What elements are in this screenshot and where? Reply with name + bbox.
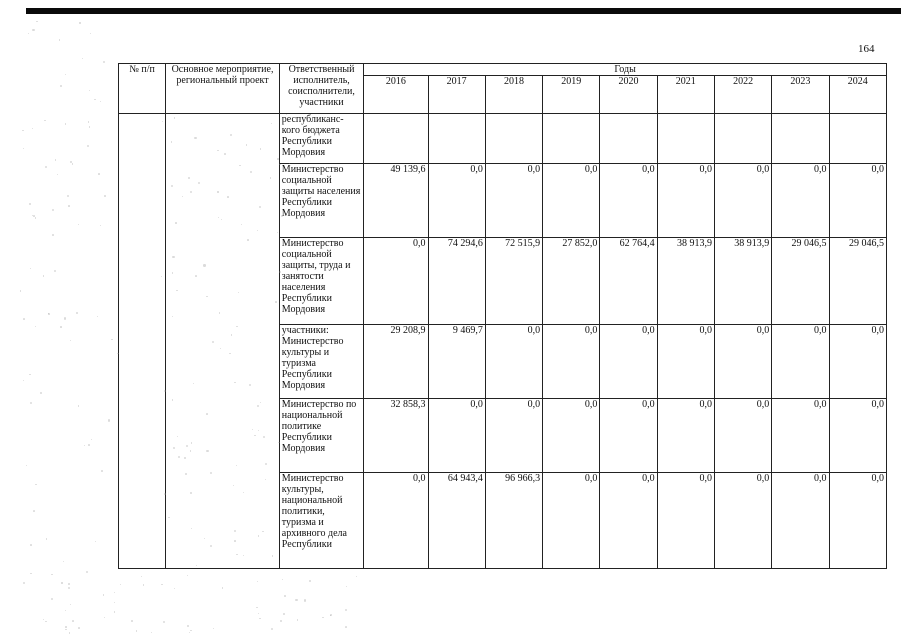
scan-speckle — [55, 159, 57, 161]
scan-speckle — [65, 626, 67, 628]
responsible-cell: Министерство культуры, национальной политики, туризма и архивного дела Республики — [279, 473, 363, 569]
scan-speckle — [88, 444, 90, 446]
scan-speckle — [63, 561, 64, 562]
scan-speckle — [345, 626, 347, 628]
scan-speckle — [30, 402, 32, 404]
scan-speckle — [26, 465, 27, 466]
scan-speckle — [100, 225, 102, 227]
value-cell — [364, 114, 428, 164]
value-cell: 0,0 — [364, 473, 428, 569]
scan-speckle — [35, 217, 36, 218]
scan-speckle — [277, 158, 279, 160]
scan-speckle — [97, 316, 98, 317]
table-header-row — [119, 64, 887, 76]
scan-speckle — [30, 544, 32, 546]
value-cell — [600, 114, 657, 164]
scan-speckle — [43, 619, 45, 621]
value-cell: 0,0 — [543, 325, 600, 399]
value-cell: 64 943,4 — [428, 473, 485, 569]
scan-speckle — [194, 137, 196, 139]
value-cell: 0,0 — [485, 399, 542, 473]
scan-speckle — [259, 206, 261, 208]
row-measure-cell — [166, 114, 280, 569]
scan-speckle — [114, 602, 115, 603]
scan-speckle — [189, 632, 190, 633]
scan-speckle — [72, 620, 74, 622]
value-cell: 72 515,9 — [485, 238, 542, 325]
value-cell — [485, 114, 542, 164]
scan-speckle — [111, 339, 113, 341]
value-cell: 0,0 — [600, 164, 657, 238]
scan-speckle — [103, 61, 105, 63]
value-cell: 0,0 — [543, 473, 600, 569]
scan-speckle — [82, 58, 83, 59]
value-cell: 0,0 — [543, 399, 600, 473]
year-header: 2018 — [485, 76, 542, 114]
scan-speckle — [271, 628, 273, 630]
scan-speckle — [141, 576, 142, 577]
scan-speckle — [280, 620, 282, 622]
scan-speckle — [114, 592, 115, 593]
scan-speckle — [43, 275, 45, 277]
value-cell: 0,0 — [714, 473, 771, 569]
value-cell: 0,0 — [485, 164, 542, 238]
scan-speckle — [257, 581, 259, 583]
scan-speckle — [164, 390, 166, 392]
scan-speckle — [103, 594, 104, 595]
scan-speckle — [32, 128, 33, 129]
scan-border-bar — [26, 8, 901, 14]
value-cell: 0,0 — [829, 473, 887, 569]
value-cell: 32 858,3 — [364, 399, 428, 473]
scan-speckle — [90, 33, 91, 34]
scan-speckle — [87, 145, 89, 147]
header-responsible: Ответственный исполнитель, соисполнители, участники — [279, 64, 363, 114]
scan-speckle — [236, 554, 237, 555]
scan-speckle — [174, 588, 175, 589]
value-cell: 0,0 — [772, 325, 829, 399]
scan-speckle — [70, 340, 71, 341]
scan-speckle — [257, 405, 259, 407]
scan-speckle — [277, 232, 278, 233]
scan-speckle — [52, 234, 54, 236]
scan-speckle — [175, 222, 177, 224]
scan-speckle — [65, 610, 66, 611]
value-cell: 0,0 — [772, 399, 829, 473]
value-cell: 74 294,6 — [428, 238, 485, 325]
scan-speckle — [284, 595, 286, 597]
value-cell — [829, 114, 887, 164]
scan-speckle — [356, 576, 357, 577]
scan-speckle — [195, 275, 197, 277]
scan-speckle — [86, 571, 88, 573]
responsible-cell: участники: Министерство культуры и туризма Республики Мордовия — [279, 325, 363, 399]
scan-speckle — [65, 629, 66, 630]
scan-speckle — [98, 173, 100, 175]
scan-speckle — [70, 604, 71, 605]
scan-speckle — [44, 120, 45, 121]
year-header: 2024 — [829, 76, 887, 114]
scan-speckle — [88, 121, 90, 123]
value-cell: 0,0 — [364, 238, 428, 325]
page-number: 164 — [858, 43, 875, 55]
value-cell: 29 208,9 — [364, 325, 428, 399]
value-cell: 0,0 — [772, 473, 829, 569]
value-cell: 0,0 — [772, 164, 829, 238]
value-cell: 96 966,3 — [485, 473, 542, 569]
year-header: 2017 — [428, 76, 485, 114]
scan-speckle — [23, 318, 25, 320]
value-cell: 0,0 — [600, 325, 657, 399]
responsible-cell: Министерство социальной защиты, труда и занятости населения Республики Мордовия — [279, 238, 363, 325]
value-cell: 0,0 — [657, 473, 714, 569]
scan-speckle — [104, 195, 106, 197]
scan-speckle — [22, 130, 24, 132]
scan-speckle — [60, 326, 62, 328]
scan-speckle — [67, 195, 69, 197]
scan-speckle — [210, 472, 212, 474]
value-cell: 9 469,7 — [428, 325, 485, 399]
scan-speckle — [114, 611, 116, 613]
scan-speckle — [68, 583, 70, 585]
scan-speckle — [206, 296, 207, 297]
scan-speckle — [78, 405, 80, 407]
value-cell: 0,0 — [657, 325, 714, 399]
scan-speckle — [20, 290, 21, 291]
scan-speckle — [190, 492, 192, 494]
value-cell: 29 046,5 — [772, 238, 829, 325]
value-cell — [657, 114, 714, 164]
value-cell: 0,0 — [657, 399, 714, 473]
scan-speckle — [23, 582, 25, 584]
value-cell: 29 046,5 — [829, 238, 887, 325]
year-header: 2022 — [714, 76, 771, 114]
scan-speckle — [188, 177, 190, 179]
value-cell: 0,0 — [829, 399, 887, 473]
year-header: 2016 — [364, 76, 428, 114]
scan-speckle — [78, 224, 79, 225]
value-cell: 27 852,0 — [543, 238, 600, 325]
scan-speckle — [191, 528, 192, 529]
value-cell: 0,0 — [714, 325, 771, 399]
scan-speckle — [136, 630, 138, 632]
scan-speckle — [151, 632, 152, 633]
value-cell: 0,0 — [829, 164, 887, 238]
responsible-cell: республиканс-кого бюджета Республики Мордовия — [279, 114, 363, 164]
year-header: 2023 — [772, 76, 829, 114]
scan-speckle — [76, 312, 78, 314]
scan-speckle — [275, 301, 277, 303]
scan-speckle — [279, 271, 281, 273]
scan-speckle — [259, 618, 260, 619]
scan-speckle — [258, 613, 259, 614]
scan-speckle — [100, 101, 101, 102]
value-cell: 0,0 — [428, 164, 485, 238]
value-cell: 0,0 — [714, 164, 771, 238]
scan-speckle — [247, 239, 249, 241]
scan-speckle — [304, 599, 306, 601]
scan-speckle — [295, 599, 297, 601]
scan-speckle — [297, 619, 299, 621]
scan-speckle — [289, 163, 290, 164]
scan-speckle — [172, 272, 174, 274]
scan-speckle — [322, 617, 324, 619]
year-header: 2020 — [600, 76, 657, 114]
scan-speckle — [59, 39, 60, 40]
scan-speckle — [33, 510, 35, 512]
scan-speckle — [29, 203, 31, 205]
scan-speckle — [219, 312, 221, 314]
scan-speckle — [231, 334, 232, 335]
value-cell: 62 764,4 — [600, 238, 657, 325]
year-header: 2019 — [543, 76, 600, 114]
value-cell: 0,0 — [428, 399, 485, 473]
scan-speckle — [246, 144, 248, 146]
scan-speckle — [309, 580, 311, 582]
scan-speckle — [171, 141, 172, 142]
scan-speckle — [69, 632, 71, 634]
scan-speckle — [30, 268, 31, 269]
scan-speckle — [89, 126, 90, 127]
scan-speckle — [120, 584, 122, 586]
scan-speckle — [163, 621, 165, 623]
scan-speckle — [187, 575, 188, 576]
scan-speckle — [190, 191, 192, 193]
scan-speckle — [239, 165, 240, 166]
row-num-cell — [119, 114, 166, 569]
value-cell — [543, 114, 600, 164]
scan-speckle — [174, 117, 175, 118]
scan-speckle — [91, 439, 92, 440]
scan-speckle — [176, 290, 178, 292]
scan-speckle — [78, 627, 80, 629]
value-cell: 0,0 — [485, 325, 542, 399]
scan-speckle — [89, 90, 90, 91]
scan-speckle — [210, 545, 212, 547]
responsible-cell: Министерство социальной защиты населения Республики Мордовия — [279, 164, 363, 238]
scan-speckle — [161, 584, 163, 586]
header-num: № п/п — [119, 64, 166, 114]
scan-speckle — [54, 270, 56, 272]
scan-speckle — [186, 445, 188, 447]
scan-speckle — [101, 470, 103, 472]
scan-speckle — [51, 574, 52, 575]
scan-speckle — [64, 317, 66, 319]
scan-speckle — [108, 419, 110, 421]
value-cell: 49 139,6 — [364, 164, 428, 238]
scan-speckle — [217, 191, 218, 192]
scan-speckle — [29, 374, 30, 375]
scan-speckle — [345, 609, 347, 611]
value-cell: 38 913,9 — [657, 238, 714, 325]
scan-speckle — [68, 205, 70, 207]
value-cell: 0,0 — [657, 164, 714, 238]
header-years: Годы — [364, 64, 887, 76]
scan-speckle — [143, 584, 144, 585]
scan-speckle — [51, 598, 53, 600]
budget-table — [118, 63, 887, 569]
scan-speckle — [346, 586, 347, 587]
scan-speckle — [65, 123, 67, 125]
scan-speckle — [272, 555, 273, 556]
scan-speckle — [234, 382, 235, 383]
value-cell: 0,0 — [829, 325, 887, 399]
responsible-cell: Министерство по национальной политике Республики Мордовия — [279, 399, 363, 473]
scan-speckle — [28, 33, 29, 34]
scan-speckle — [263, 436, 265, 438]
year-header: 2021 — [657, 76, 714, 114]
scan-speckle — [184, 457, 186, 459]
scan-speckle — [65, 74, 66, 75]
scan-speckle — [33, 215, 35, 217]
scan-speckle — [282, 579, 283, 580]
value-cell: 38 913,9 — [714, 238, 771, 325]
scan-speckle — [60, 85, 62, 87]
table-row — [119, 114, 887, 164]
scan-speckle — [40, 392, 42, 394]
value-cell: 0,0 — [600, 399, 657, 473]
scan-speckle — [131, 620, 133, 622]
scan-speckle — [203, 264, 205, 266]
scan-speckle — [45, 621, 47, 623]
scan-speckle — [213, 628, 215, 630]
scan-speckle — [36, 21, 38, 23]
value-cell — [714, 114, 771, 164]
scan-speckle — [227, 196, 229, 198]
scan-speckle — [52, 209, 54, 211]
scan-speckle — [94, 99, 95, 100]
scan-speckle — [79, 22, 80, 23]
scan-speckle — [61, 582, 62, 583]
value-cell — [428, 114, 485, 164]
scan-speckle — [260, 148, 262, 150]
scan-speckle — [185, 473, 187, 475]
scan-speckle — [45, 166, 47, 168]
scan-speckle — [68, 587, 70, 589]
scan-speckle — [32, 29, 34, 31]
value-cell: 0,0 — [543, 164, 600, 238]
scan-speckle — [206, 413, 208, 415]
scan-speckle — [35, 484, 37, 486]
scan-speckle — [104, 617, 105, 618]
scan-speckle — [23, 380, 24, 381]
scan-speckle — [30, 573, 32, 575]
value-cell: 0,0 — [600, 473, 657, 569]
scan-speckle — [46, 538, 47, 539]
scan-speckle — [57, 174, 58, 175]
scan-speckle — [283, 613, 285, 615]
header-measure: Основное мероприятие, региональный проект — [166, 64, 280, 114]
scan-speckle — [234, 540, 236, 542]
scan-speckle — [217, 150, 219, 152]
scan-speckle — [198, 182, 200, 184]
scan-speckle — [95, 541, 96, 542]
scan-speckle — [222, 587, 223, 588]
scan-speckle — [256, 607, 257, 608]
scan-speckle — [84, 445, 85, 446]
scan-speckle — [190, 630, 192, 632]
scan-speckle — [270, 177, 272, 179]
scan-speckle — [224, 153, 226, 155]
scan-speckle — [252, 429, 253, 430]
scan-speckle — [265, 463, 267, 465]
value-cell — [772, 114, 829, 164]
scan-speckle — [187, 625, 189, 627]
scan-speckle — [35, 326, 36, 327]
value-cell: 0,0 — [714, 399, 771, 473]
scan-speckle — [23, 148, 25, 150]
scan-speckle — [173, 447, 175, 449]
scan-speckle — [72, 163, 73, 164]
